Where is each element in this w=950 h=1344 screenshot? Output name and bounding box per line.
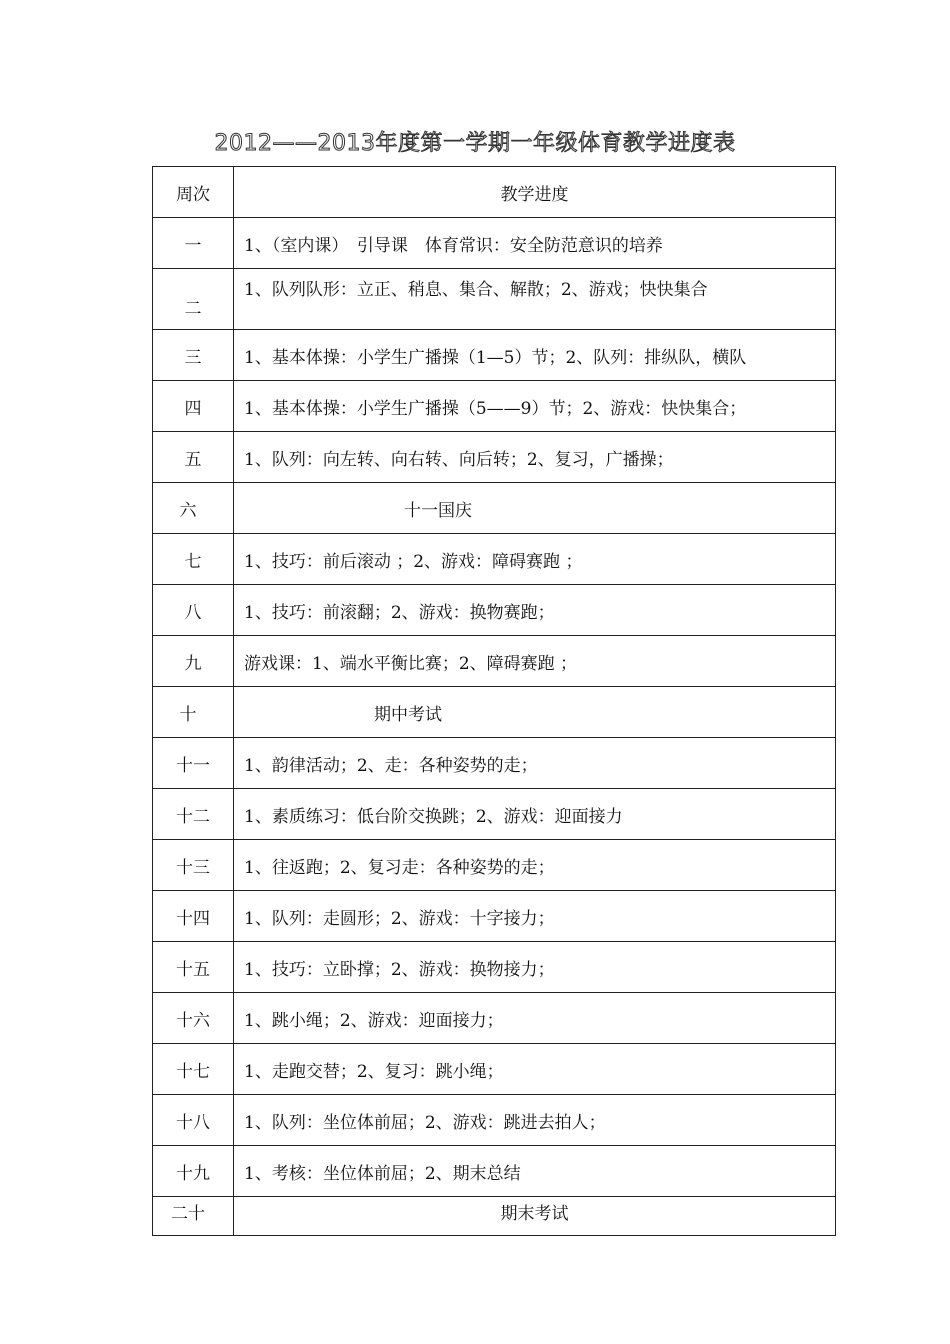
progress-cell: 1、基本体操：小学生广播操（5——9）节；2、游戏：快快集合； <box>234 381 836 432</box>
week-cell: 八 <box>153 585 234 636</box>
progress-cell: 期末考试 <box>234 1197 836 1236</box>
progress-cell: 1、队列：坐位体前屈；2、游戏：跳进去拍人； <box>234 1095 836 1146</box>
week-cell: 十三 <box>153 840 234 891</box>
week-cell: 七 <box>153 534 234 585</box>
table-row <box>153 993 836 1044</box>
week-cell: 四 <box>153 381 234 432</box>
schedule-table <box>152 166 836 1236</box>
week-cell: 十一 <box>153 738 234 789</box>
table-row <box>153 534 836 585</box>
week-cell: 二 <box>153 269 234 330</box>
table-row <box>153 1044 836 1095</box>
progress-cell: 1、（室内课） 引导课 体育常识：安全防范意识的培养 <box>234 218 836 269</box>
week-cell: 十 <box>153 687 234 738</box>
table-header-row <box>153 167 836 218</box>
week-cell: 十五 <box>153 942 234 993</box>
table-row <box>153 636 836 687</box>
progress-cell: 十一国庆 <box>234 483 836 534</box>
week-cell: 十二 <box>153 789 234 840</box>
table-row <box>153 687 836 738</box>
week-cell: 九 <box>153 636 234 687</box>
week-cell: 十六 <box>153 993 234 1044</box>
table-row <box>153 1095 836 1146</box>
table-row <box>153 269 836 330</box>
progress-cell: 1、队列：向左转、向右转、向后转；2、复习，广播操； <box>234 432 836 483</box>
header-progress: 教学进度 <box>234 167 836 218</box>
progress-cell: 1、素质练习：低台阶交换跳；2、游戏：迎面接力 <box>234 789 836 840</box>
table-row <box>153 381 836 432</box>
table-row <box>153 840 836 891</box>
progress-cell: 1、技巧：前滚翻；2、游戏：换物赛跑； <box>234 585 836 636</box>
week-cell: 一 <box>153 218 234 269</box>
progress-cell: 期中考试 <box>234 687 836 738</box>
progress-cell: 1、队列队形：立正、稍息、集合、解散；2、游戏；快快集合 <box>234 269 836 330</box>
table-row <box>153 891 836 942</box>
table-row <box>153 432 836 483</box>
week-cell: 十八 <box>153 1095 234 1146</box>
week-cell: 二十 <box>153 1197 234 1236</box>
table-row <box>153 483 836 534</box>
progress-cell: 1、基本体操：小学生广播操（1—5）节；2、队列：排纵队，横队 <box>234 330 836 381</box>
week-cell: 十九 <box>153 1146 234 1197</box>
table-row <box>153 1197 836 1236</box>
progress-cell: 游戏课：1、端水平衡比赛；2、障碍赛跑 ； <box>234 636 836 687</box>
table-row <box>153 585 836 636</box>
progress-cell: 1、技巧：前后滚动 ；2、游戏：障碍赛跑 ； <box>234 534 836 585</box>
week-cell: 六 <box>153 483 234 534</box>
header-week: 周次 <box>153 167 234 218</box>
week-cell: 十四 <box>153 891 234 942</box>
week-cell: 五 <box>153 432 234 483</box>
progress-cell: 1、往返跑；2、复习走：各种姿势的走； <box>234 840 836 891</box>
table-row <box>153 789 836 840</box>
progress-cell: 1、技巧：立卧撑；2、游戏：换物接力； <box>234 942 836 993</box>
table-row <box>153 738 836 789</box>
table-row <box>153 218 836 269</box>
page-title: 2012——2013年度第一学期一年级体育教学进度表 <box>214 131 736 156</box>
progress-cell: 1、考核：坐位体前屈；2、期末总结 <box>234 1146 836 1197</box>
progress-cell: 1、队列：走圆形；2、游戏：十字接力； <box>234 891 836 942</box>
week-cell: 三 <box>153 330 234 381</box>
week-cell: 十七 <box>153 1044 234 1095</box>
table-row <box>153 1146 836 1197</box>
progress-cell: 1、跳小绳；2、游戏：迎面接力； <box>234 993 836 1044</box>
table-row <box>153 942 836 993</box>
progress-cell: 1、韵律活动；2、走：各种姿势的走； <box>234 738 836 789</box>
table-row <box>153 330 836 381</box>
progress-cell: 1、走跑交替；2、复习：跳小绳； <box>234 1044 836 1095</box>
